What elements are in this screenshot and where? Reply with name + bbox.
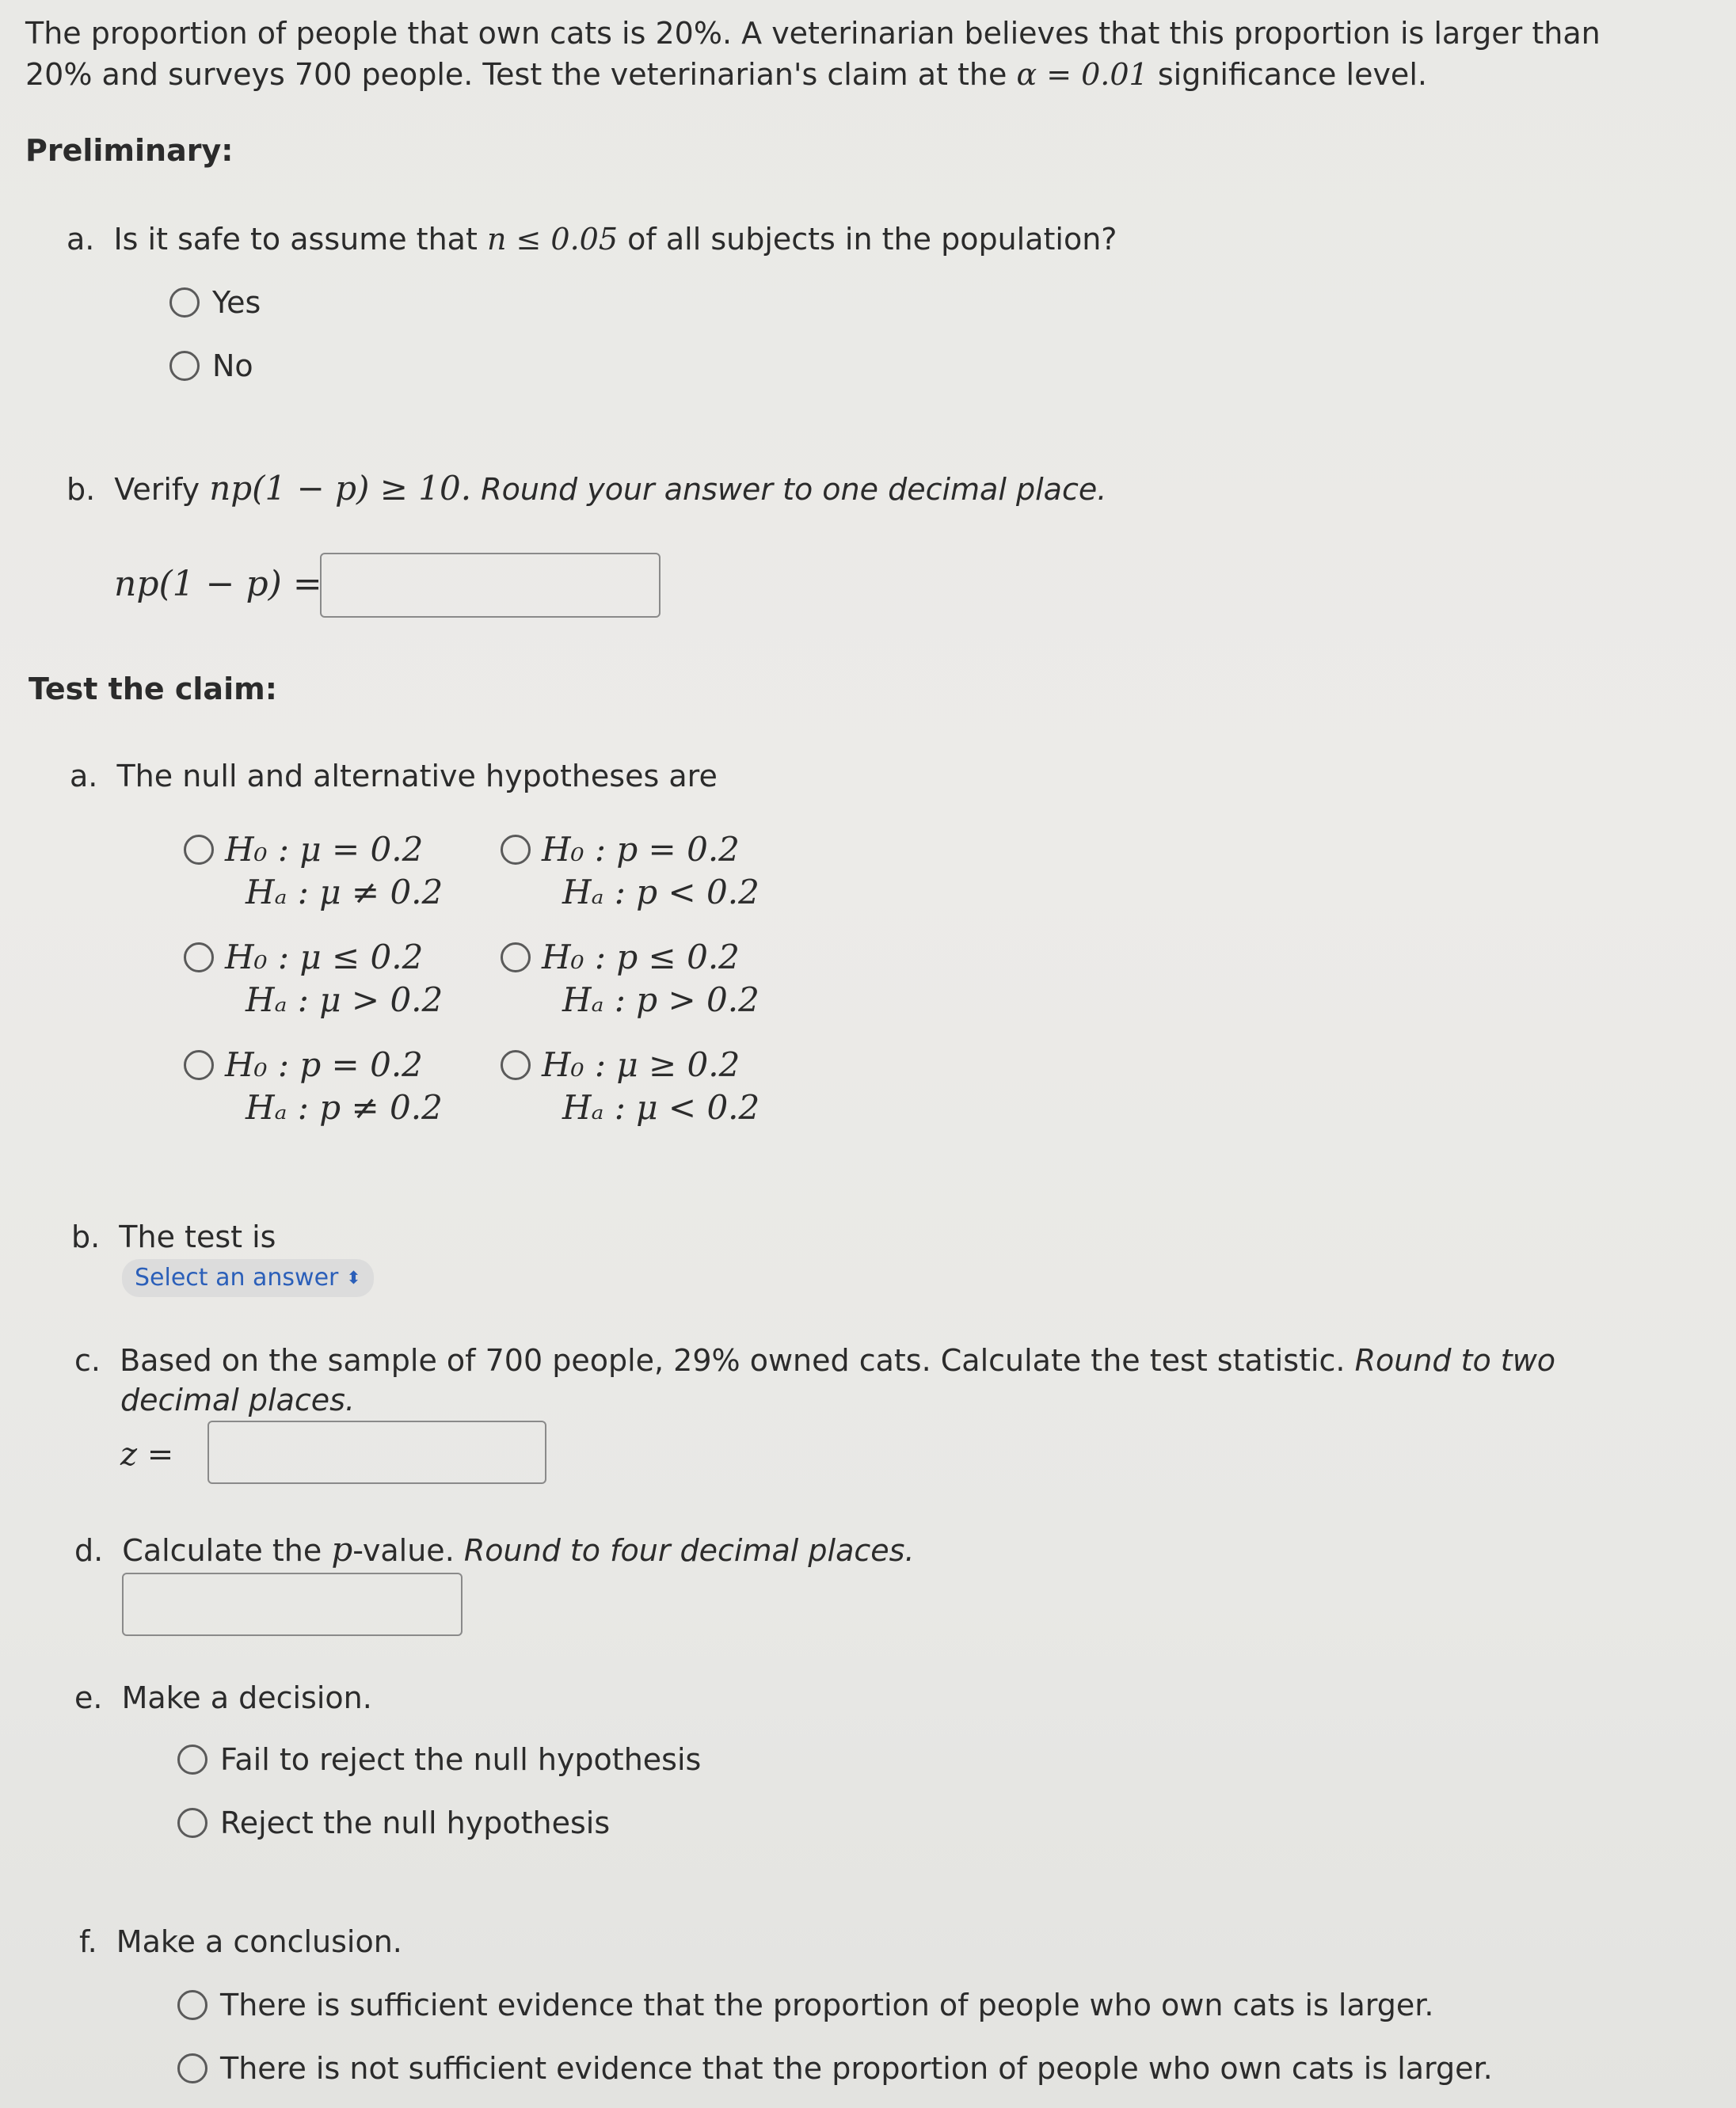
test-heading: Test the claim:	[29, 672, 277, 706]
test-d-instruction: Round to four decimal places.	[463, 1533, 915, 1568]
test-c-label: c.	[74, 1343, 101, 1378]
preliminary-heading: Preliminary:	[25, 133, 234, 168]
option-label: There is sufficient evidence that the proportion of people who own cats is larger.	[220, 1988, 1434, 2022]
test-e-label: e.	[74, 1680, 103, 1715]
h0-line: H₀ : μ = 0.2	[225, 830, 424, 869]
np-input[interactable]	[320, 553, 661, 618]
prelim-b-instruction: Round your answer to one decimal place.	[481, 472, 1107, 507]
h0-line: H₀ : p = 0.2	[225, 1045, 423, 1084]
prelim-a-option-yes[interactable]	[169, 285, 261, 320]
prelim-b-text: Verify	[114, 472, 200, 507]
hypothesis-option-1[interactable]	[184, 828, 443, 914]
test-d-text: Calculate the	[122, 1533, 322, 1568]
hypothesis-option-2[interactable]	[501, 828, 760, 914]
prelim-a-text-end: of all subjects in the population?	[627, 222, 1117, 257]
hypothesis-option-5[interactable]	[184, 1044, 443, 1129]
alpha-expression: α = 0.01	[1016, 57, 1148, 92]
h0-line: H₀ : p = 0.2	[542, 830, 740, 869]
option-label: Yes	[212, 285, 261, 320]
test-a-text: The null and alternative hypotheses are	[116, 759, 718, 793]
test-e-question	[74, 1680, 372, 1717]
ha-line: Hₐ : μ ≠ 0.2	[246, 873, 444, 911]
test-d-math: p	[331, 1530, 353, 1569]
hypothesis-option-3[interactable]	[184, 936, 443, 1022]
prelim-a-label: a.	[67, 222, 95, 257]
conclusion-option-sufficient[interactable]	[177, 1988, 1433, 2022]
test-b-question	[71, 1220, 276, 1256]
test-d-text-end: -value.	[352, 1533, 455, 1568]
test-f-label: f.	[79, 1924, 97, 1959]
problem-line-2-text: 20% and surveys 700 people. Test the veterinarian's claim at the	[25, 57, 1007, 92]
option-label: No	[212, 348, 253, 383]
radio-button[interactable]	[184, 942, 214, 972]
option-label: Reject the null hypothesis	[220, 1805, 611, 1840]
radio-button[interactable]	[184, 1050, 214, 1080]
prelim-a-question	[67, 222, 1117, 258]
radio-button[interactable]	[501, 1050, 531, 1080]
decision-option-reject[interactable]	[177, 1805, 610, 1840]
test-a-question	[70, 759, 718, 795]
radio-button[interactable]	[501, 942, 531, 972]
test-c-text: Based on the sample of 700 people, 29% owned cats. Calculate the test statistic.	[120, 1343, 1346, 1378]
option-label: There is not sufficient evidence that the proportion of people who own cats is larger.	[220, 2051, 1493, 2086]
prelim-b-label: b.	[67, 472, 96, 507]
radio-button[interactable]	[177, 2053, 207, 2083]
hypothesis-option-4[interactable]	[501, 936, 760, 1022]
test-d-label: d.	[74, 1533, 104, 1568]
problem-line-2	[25, 57, 1427, 93]
test-c-instruction-cont: decimal places.	[120, 1383, 356, 1417]
conclusion-option-not-sufficient[interactable]	[177, 2051, 1493, 2086]
prelim-b-question	[67, 469, 1106, 508]
prelim-a-text: Is it safe to assume that	[113, 222, 478, 257]
z-input-label: z =	[120, 1436, 174, 1473]
test-f-question	[79, 1924, 402, 1961]
option-label: Fail to reject the null hypothesis	[220, 1742, 702, 1777]
prelim-a-math: n ≤ 0.05	[486, 222, 619, 257]
test-c-instruction: Round to two	[1354, 1343, 1556, 1378]
ha-line: Hₐ : p > 0.2	[562, 980, 760, 1019]
z-input[interactable]	[207, 1421, 546, 1484]
prelim-b-math: np(1 − p) ≥ 10.	[209, 469, 472, 508]
radio-button[interactable]	[177, 1990, 207, 2020]
h0-line: H₀ : μ ≥ 0.2	[542, 1045, 740, 1084]
problem-line-1: The proportion of people that own cats is 20%. A veterinarian believes that this proportion is larger than	[25, 16, 1601, 51]
test-c-question	[74, 1343, 1555, 1379]
h0-line: H₀ : p ≤ 0.2	[542, 938, 740, 976]
h0-line: H₀ : μ ≤ 0.2	[225, 938, 424, 976]
test-e-text: Make a decision.	[121, 1680, 372, 1715]
up-down-chevron-icon: ⬍	[346, 1269, 361, 1288]
test-type-select[interactable]	[122, 1259, 374, 1297]
np-input-label: np(1 − p) =	[114, 564, 322, 604]
radio-button[interactable]	[501, 835, 531, 865]
radio-button[interactable]	[177, 1745, 207, 1775]
p-value-input[interactable]	[122, 1573, 463, 1636]
ha-line: Hₐ : μ > 0.2	[246, 980, 444, 1019]
test-f-text: Make a conclusion.	[116, 1924, 402, 1959]
test-a-label: a.	[70, 759, 98, 793]
test-b-text: The test is	[119, 1220, 276, 1254]
radio-button[interactable]	[169, 351, 200, 381]
prelim-a-option-no[interactable]	[169, 348, 253, 383]
hypothesis-option-6[interactable]	[501, 1044, 760, 1129]
test-d-question	[74, 1530, 915, 1570]
ha-line: Hₐ : μ < 0.2	[562, 1088, 760, 1127]
radio-button[interactable]	[177, 1808, 207, 1838]
radio-button[interactable]	[169, 287, 200, 318]
test-b-label: b.	[71, 1220, 101, 1254]
ha-line: Hₐ : p < 0.2	[562, 873, 760, 911]
radio-button[interactable]	[184, 835, 214, 865]
ha-line: Hₐ : p ≠ 0.2	[246, 1088, 443, 1127]
select-label: Select an answer	[135, 1264, 339, 1292]
decision-option-fail-to-reject[interactable]	[177, 1742, 701, 1777]
problem-line-2-end: significance level.	[1157, 57, 1427, 92]
